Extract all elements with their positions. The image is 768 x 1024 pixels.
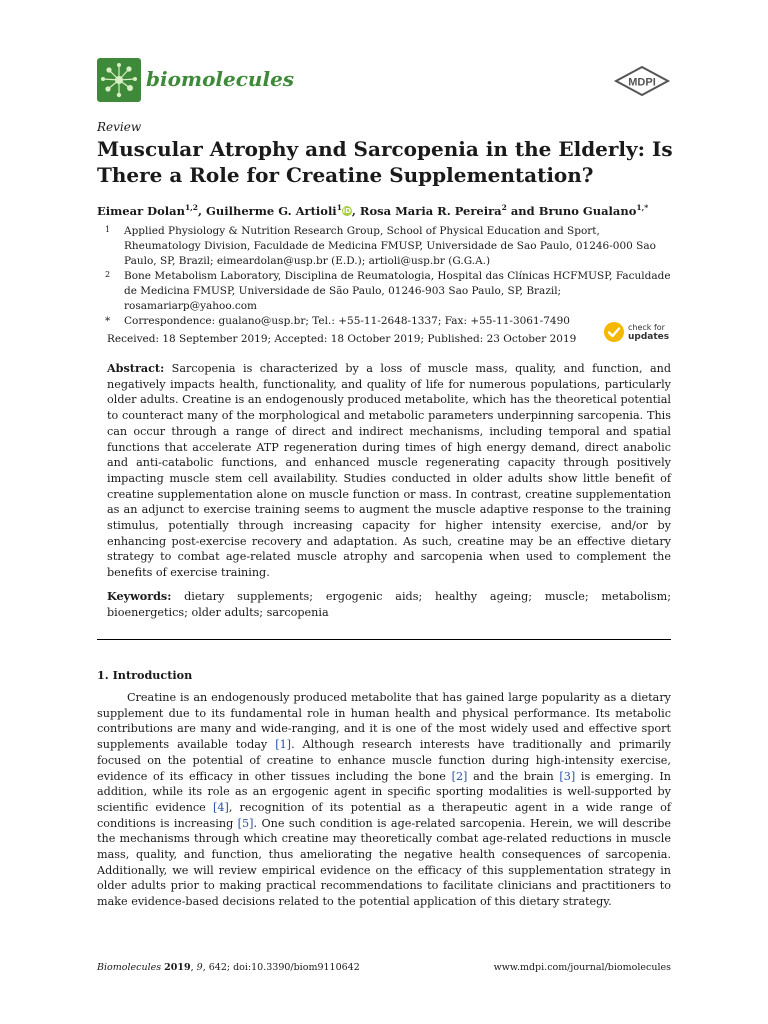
citation-link[interactable]: [1] (275, 738, 292, 752)
abstract-label: Abstract: (107, 361, 165, 375)
svg-text:MDPI: MDPI (628, 76, 656, 89)
article-type: Review (97, 120, 142, 134)
keywords (107, 588, 671, 621)
footer-journal: Biomolecules (97, 962, 162, 973)
author-name[interactable]: Bruno Gualano (538, 203, 637, 218)
intro-text: Creatine is an endogenously produced metabolite that has gained large popularity as a dietary supplement due to its fundamental role in human health and physical performance. Its metabolic contributions are many and wide-ranging, and it is one of the most widely used and effective sport supplements available today (97, 691, 671, 752)
publication-dates: Received: 18 September 2019; Accepted: 18 October 2019; Published: 23 October 2019 (107, 333, 577, 345)
check-for-updates-badge[interactable] (604, 322, 674, 344)
footer-doi: , 642; doi:10.3390/biom9110642 (202, 962, 360, 973)
author-affiliation-mark: 1,2 (184, 203, 199, 212)
footer-year: 2019 (164, 962, 191, 973)
intro-text: . Although research interests have traditionally and primarily focused on the potential of creatine to enhance muscle function during high-intensity exercise, evidence of its efficacy in other tissues including the bone (97, 738, 671, 783)
keywords-label: Keywords: (107, 589, 172, 603)
citation-link[interactable]: [2] (451, 769, 468, 783)
author-separator: , (351, 203, 360, 218)
keywords-text: dietary supplements; ergogenic aids; healthy ageing; muscle; metabolism; bioenergetics; older adults; sarcopenia (107, 590, 671, 619)
biomolecules-logo-icon (97, 58, 141, 102)
author-affiliation-mark (636, 203, 648, 212)
mdpi-logo-icon (613, 66, 671, 96)
orcid-icon[interactable]: iD (342, 206, 352, 215)
author-separator: and (506, 203, 539, 218)
affiliations (105, 224, 673, 329)
footer-volume: 9 (196, 962, 203, 973)
abstract-text: Sarcopenia is characterized by a loss of muscle mass, quality, and function, and negatively impacts health, functionality, and quality of life for numerous populations, particularly older adults. Creatine is an endogenously produced metabolite, which has the theoretical potential to counteract many of the morphological and metabolic parameters underpinning sarcopenia. This can occur through a range of direct and indirect mechanisms, including temporal and spatial functions that accelerate ATP regeneration during times of high energy demand, direct anabolic and anti-catabolic functions, and enhanced muscle regenerating capacity through positively impacting muscle stem cell availability. Studies conducted in older adults show little benefit of creatine supplementation alone on muscle function or mass. In contrast, creatine supplementation as an adjunct to exercise training seems to augment the muscle adaptive response to the training stimulus, potentially through increasing capacity for higher intensity exercise, and/or by enhancing post-exercise recovery and adaptation. As such, creatine may be an effective dietary strategy to combat age-related muscle atrophy and sarcopenia when used to complement the benefits of exercise training. (107, 362, 671, 580)
affiliation-item (105, 314, 673, 329)
author-name[interactable]: Eimear Dolan (97, 203, 185, 218)
affiliation-mark: 1 (105, 225, 111, 234)
affiliation-text: Applied Physiology & Nutrition Research Group, School of Physical Education and Sport, Rheumatology Division, Faculdade de Medicina FMUSP, Universidade de Sao Paulo, 01246-000 Sao Paulo, SP, Brazil; eimeardolan@usp.br (E.D.); artioli@usp.br (G.G.A.) (124, 225, 656, 267)
affiliation-item (105, 224, 673, 269)
check-updates-line2: updates (628, 332, 670, 342)
affiliation-text: Bone Metabolism Laboratory, Disciplina de Reumatologia, Hospital das Clínicas HCFMUSP, Faculdade de Medicina FMUSP, Universidade de São Paulo, 01246-903 Sao Paulo, SP, Brazil; rosamariarp@yahoo.com (124, 270, 671, 312)
citation-link[interactable]: [4] (212, 800, 229, 814)
citation-link[interactable]: [5] (237, 816, 254, 830)
correspondence-text: Correspondence: gualano@usp.br; Tel.: +55-11-2648-1337; Fax: +55-11-3061-7490 (124, 315, 570, 327)
intro-text: , recognition of its potential as a therapeutic agent in a wide range of conditions is increasing (97, 800, 672, 830)
journal-url[interactable]: www.mdpi.com/journal/biomolecules (493, 962, 671, 973)
author-name[interactable]: Rosa Maria R. Pereira (359, 203, 502, 218)
author-separator: , (198, 203, 207, 218)
section-heading: 1. Introduction (97, 668, 193, 682)
intro-text: is emerging. In addition, while its role as an ergogenic agent in specific sporting modalities is well-supported by scientific evidence (97, 769, 671, 814)
check-updates-icon (604, 322, 624, 342)
introduction-paragraph (97, 690, 671, 910)
citation-link[interactable]: [3] (559, 769, 576, 783)
section-divider (97, 639, 671, 640)
affiliation-mark: 2 (105, 270, 111, 279)
author-affiliation-number: 1, (636, 203, 645, 212)
citation-footer: Biomolecules 2019, 9, 642; doi:10.3390/biom9110642 (97, 962, 360, 973)
intro-text: . One such condition is age-related sarcopenia. Herein, we will describe the mechanisms through which creatine may theoretically combat age-related reductions in muscle mass, quality, and function, thus ameliorating the negative health consequences of sarcopenia. Additionally, we will review empirical evidence on the efficacy of this supplementation strategy in older adults prior to making practical recommendations to facilitate clinicians and practitioners to make evidence-based decisions related to the potential application of this dietary strategy. (97, 816, 671, 909)
author-affiliation-mark: 1 (336, 203, 342, 212)
check-updates-line1: check for (628, 323, 665, 332)
check-updates-label (628, 323, 669, 342)
affiliation-item (105, 269, 673, 314)
author-list (97, 203, 648, 218)
journal-name: biomolecules (146, 67, 295, 91)
paper-title: Muscular Atrophy and Sarcopenia in the Elderly: Is There a Role for Creatine Supplementation? (97, 137, 673, 187)
author-affiliation-mark: 2 (501, 203, 507, 212)
author-name[interactable]: Guilherme G. Artioli (206, 203, 337, 218)
corresponding-author-mark: * (644, 203, 649, 212)
abstract (107, 361, 671, 581)
journal-header (97, 58, 671, 102)
intro-text: and the brain (467, 769, 560, 783)
correspondence-mark: * (105, 315, 111, 327)
